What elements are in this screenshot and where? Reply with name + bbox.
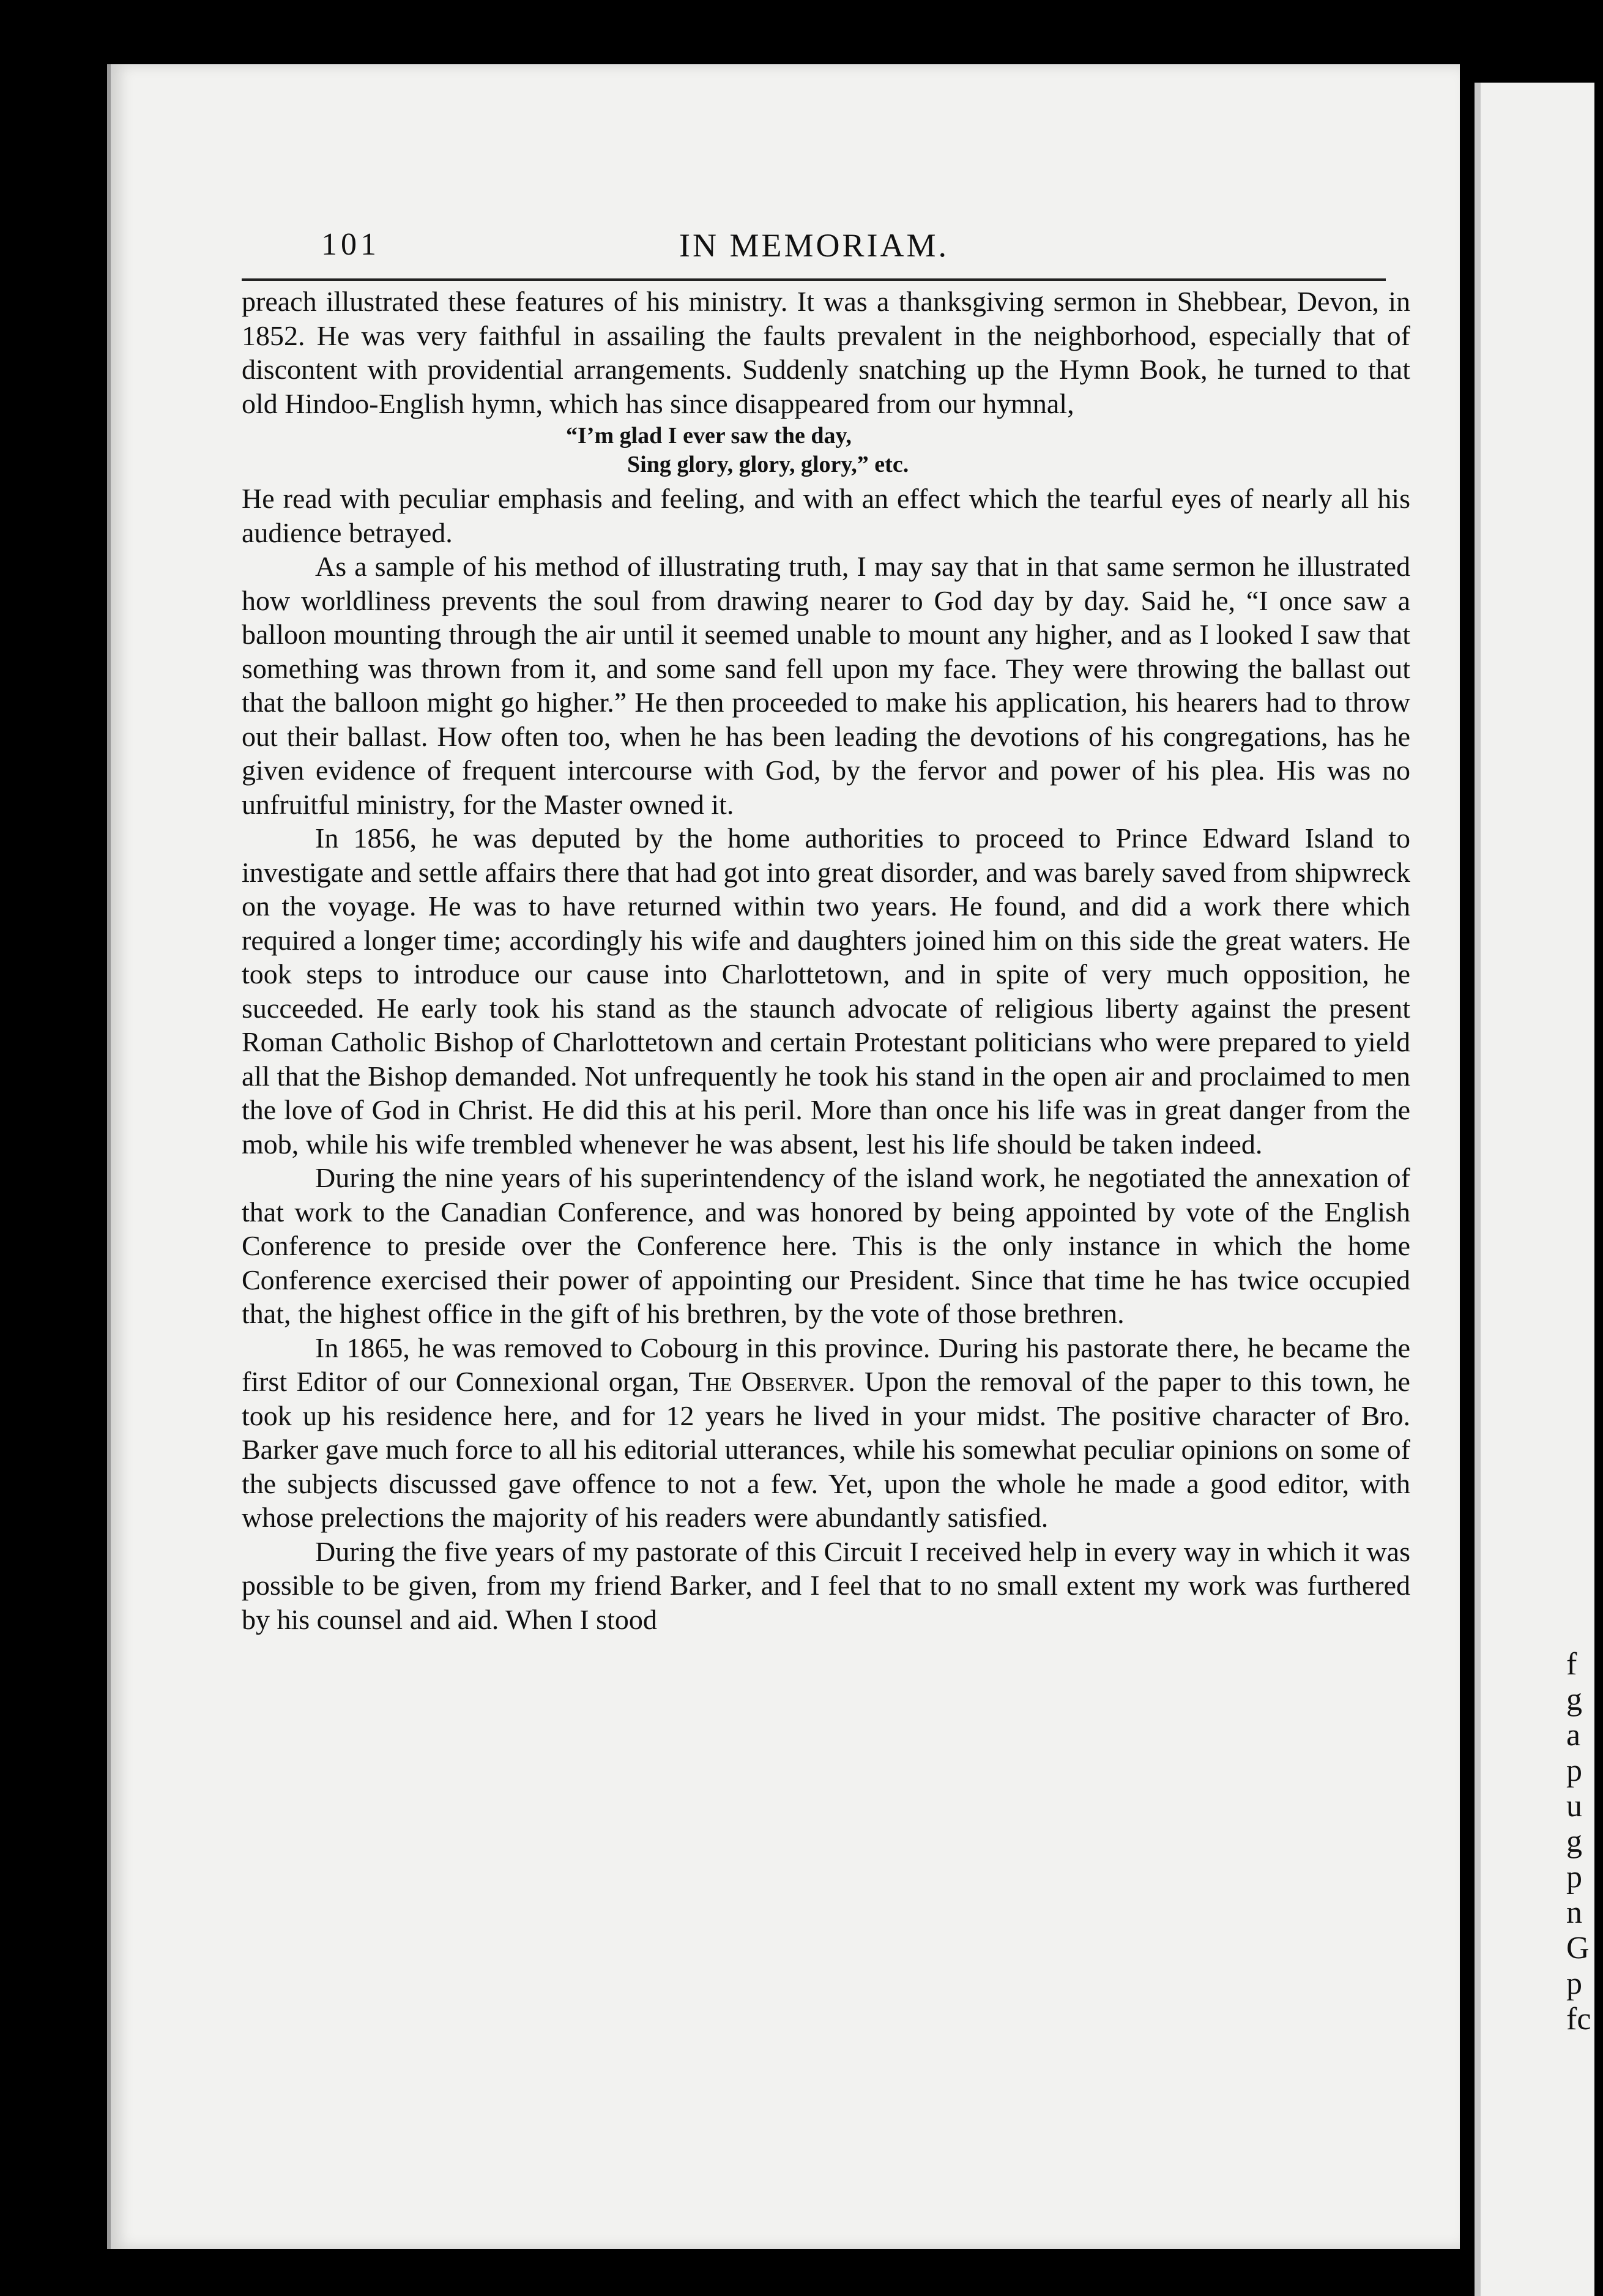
adjacent-page-fragment: G xyxy=(1566,1931,1590,1966)
paragraph: In 1856, he was deputed by the home authorities to proceed to Prince Edward Island to investigate and settle affairs there that had got into great disorder, and was barely saved from shipwreck on the voyage. He was to have returned within two years. He found, and did a work there which required a longer time; accordingly his wife and daughters joined him on this side the great waters. He took steps to introduce our cause into Charlottetown, and in spite of very much opposition, he succeeded. He early took his stand as the staunch advocate of religious liberty against the present Roman Catholic Bishop of Charlottetown and certain Protestant politicians who were prepared to yield all that the Bishop demanded. Not unfrequently he took his stand in the open air and proclaimed to men the love of God in Christ. He did this at his peril. More than once his life was in great danger from the mob, while his wife trembled whenever he was absent, lest his life should be taken indeed. xyxy=(242,822,1410,1160)
publication-title: The Observer xyxy=(688,1366,849,1397)
paragraph: As a sample of his method of illustrating truth, I may say that in that same sermon he illustrated how worldliness prevents the soul from drawing nearer to God day by day. Said he, “I once saw a balloon mounting through the air until it seemed unable to mount any higher, and as I looked I saw that something was thrown from it, and some sand fell upon my face. They were throwing the ballast out that the balloon might go higher.” He then proceeded to make his application, his hearers had to throw out their ballast. How often too, when he has been leading the devotions of his congregations, has he given evidence of frequent intercourse with God, by the fervor and power of his plea. His was no unfruitful ministry, for the Master owned it. xyxy=(242,551,1410,820)
adjacent-page-fragment: fc xyxy=(1566,2002,1591,2037)
paragraph-text: In 1865, he was removed to Cobourg in this province. During his pastorate there, he became the first Editor of our Connexional organ, xyxy=(242,1332,1410,1397)
adjacent-page-fragment: p xyxy=(1566,1966,1582,2001)
paragraph-text: . Upon the removal of the paper to this town, he took up his residence here, and for 12 years he lived in your midst. The positive character of Bro. Barker gave much force to all his editorial utterances, while his somewhat peculiar opinions on some of the subjects discussed gave offence to not a few. Yet, upon the whole he made a good editor, with whose prelections the majority of his readers were abundantly satisfied. xyxy=(242,1366,1410,1533)
adjacent-page-fragment: a xyxy=(1566,1718,1581,1753)
paragraph: preach illustrated these features of his ministry. It was a thanksgiving sermon in Shebbear, Devon, in 1852. He was very faithful in assailing the faults prevalent in the neighborhood, especially that of discontent with providential arrangements. Suddenly snatching up the Hymn Book, he turned to that old Hindoo-English hymn, which has since disappeared from our hymnal, xyxy=(242,286,1410,419)
adjacent-page-fragment: g xyxy=(1566,1682,1582,1717)
hymn-quote xyxy=(242,422,1410,479)
running-head: IN MEMORIAM. xyxy=(679,227,950,264)
page-header xyxy=(321,226,1410,269)
paragraph: He read with peculiar emphasis and feeling, and with an effect which the tearful eyes of nearly all his audience betrayed. xyxy=(242,483,1410,548)
adjacent-page-fragment: g xyxy=(1566,1824,1582,1859)
header-rule xyxy=(242,278,1386,281)
adjacent-page-edge xyxy=(1475,83,1594,2296)
hymn-quote-line: Sing glory, glory, glory,” etc. xyxy=(627,452,909,477)
adjacent-page-fragment: n xyxy=(1566,1895,1582,1930)
adjacent-page-fragment: f xyxy=(1566,1647,1577,1682)
body-text xyxy=(242,285,1410,1636)
adjacent-page-fragment: u xyxy=(1566,1789,1582,1824)
paragraph xyxy=(242,1331,1410,1535)
adjacent-page-fragment: p xyxy=(1566,1860,1582,1895)
paragraph: During the nine years of his superintendency of the island work, he negotiated the annexation of that work to the Canadian Conference, and was honored by being appointed by vote of the English Conference to preside over the Conference here. This is the only instance in which the home Conference exercised their power of appointing our President. Since that time he has twice occupied that, the highest office in the gift of his brethren, by the vote of those brethren. xyxy=(242,1162,1410,1329)
hymn-quote-line: “I’m glad I ever saw the day, xyxy=(566,423,852,449)
paragraph: During the five years of my pastorate of this Circuit I received help in every way in which it was possible to be given, from my friend Barker, and I feel that to no small extent my work was furthered by his counsel and aid. When I stood xyxy=(242,1535,1410,1635)
adjacent-page-fragment: p xyxy=(1566,1753,1582,1788)
page-number: 101 xyxy=(321,227,380,262)
